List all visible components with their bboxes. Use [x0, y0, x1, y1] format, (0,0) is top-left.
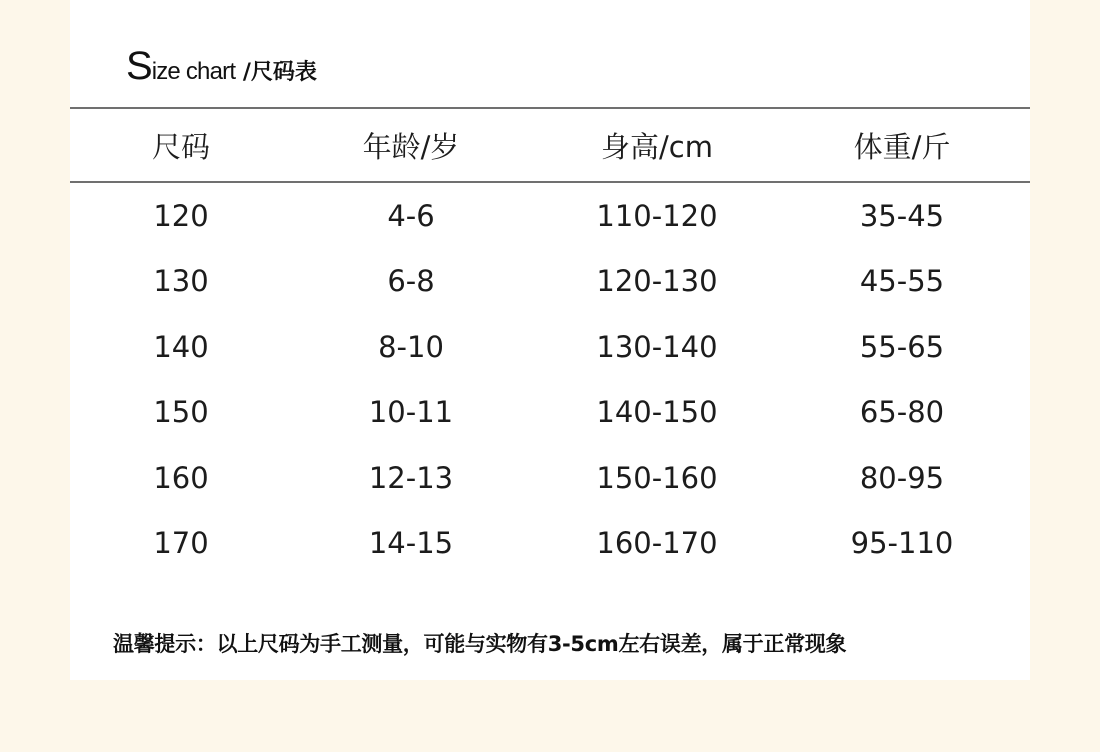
table-row — [70, 380, 1030, 446]
cell-weight: 80-95 — [859, 460, 945, 495]
chart-title — [126, 44, 317, 89]
table-row — [70, 249, 1030, 315]
cell-weight: 45-55 — [859, 264, 945, 299]
header-height: 身高/cm — [601, 129, 713, 164]
cell-weight: 65-80 — [859, 395, 945, 430]
cell-height: 150-160 — [596, 460, 718, 495]
table-row — [70, 445, 1030, 511]
cell-height: 130-140 — [596, 329, 718, 364]
cell-size: 160 — [153, 460, 209, 495]
cell-height: 120-130 — [596, 264, 718, 299]
table-row — [70, 183, 1030, 249]
size-chart-card — [70, 0, 1030, 680]
title-s-letter: S — [126, 44, 152, 88]
cell-age: 14-15 — [368, 526, 454, 561]
cell-age: 10-11 — [368, 395, 454, 430]
size-table-body — [70, 183, 1030, 576]
header-age: 年龄/岁 — [362, 129, 460, 164]
table-header-row — [70, 109, 1030, 181]
size-table-header — [70, 109, 1030, 181]
cell-weight: 95-110 — [850, 526, 954, 561]
cell-size: 130 — [153, 264, 209, 299]
header-weight: 体重/斤 — [853, 129, 951, 164]
cell-age: 6-8 — [387, 264, 435, 299]
table-row — [70, 314, 1030, 380]
measurement-note: 温馨提示：以上尺码为手工测量，可能与实物有3-5cm左右误差，属于正常现象 — [113, 632, 847, 656]
cell-weight: 35-45 — [859, 198, 945, 233]
cell-size: 150 — [153, 395, 209, 430]
cell-height: 140-150 — [596, 395, 718, 430]
cell-age: 8-10 — [378, 329, 444, 364]
cell-age: 12-13 — [368, 460, 454, 495]
cell-size: 120 — [153, 198, 209, 233]
cell-height: 160-170 — [596, 526, 718, 561]
title-chinese: /尺码表 — [235, 60, 317, 85]
cell-height: 110-120 — [596, 198, 718, 233]
title-english: ize chart — [151, 58, 236, 85]
cell-size: 170 — [153, 526, 209, 561]
cell-age: 4-6 — [387, 198, 435, 233]
cell-size: 140 — [153, 329, 209, 364]
table-row — [70, 511, 1030, 577]
header-size: 尺码 — [151, 129, 210, 164]
cell-weight: 55-65 — [859, 329, 945, 364]
